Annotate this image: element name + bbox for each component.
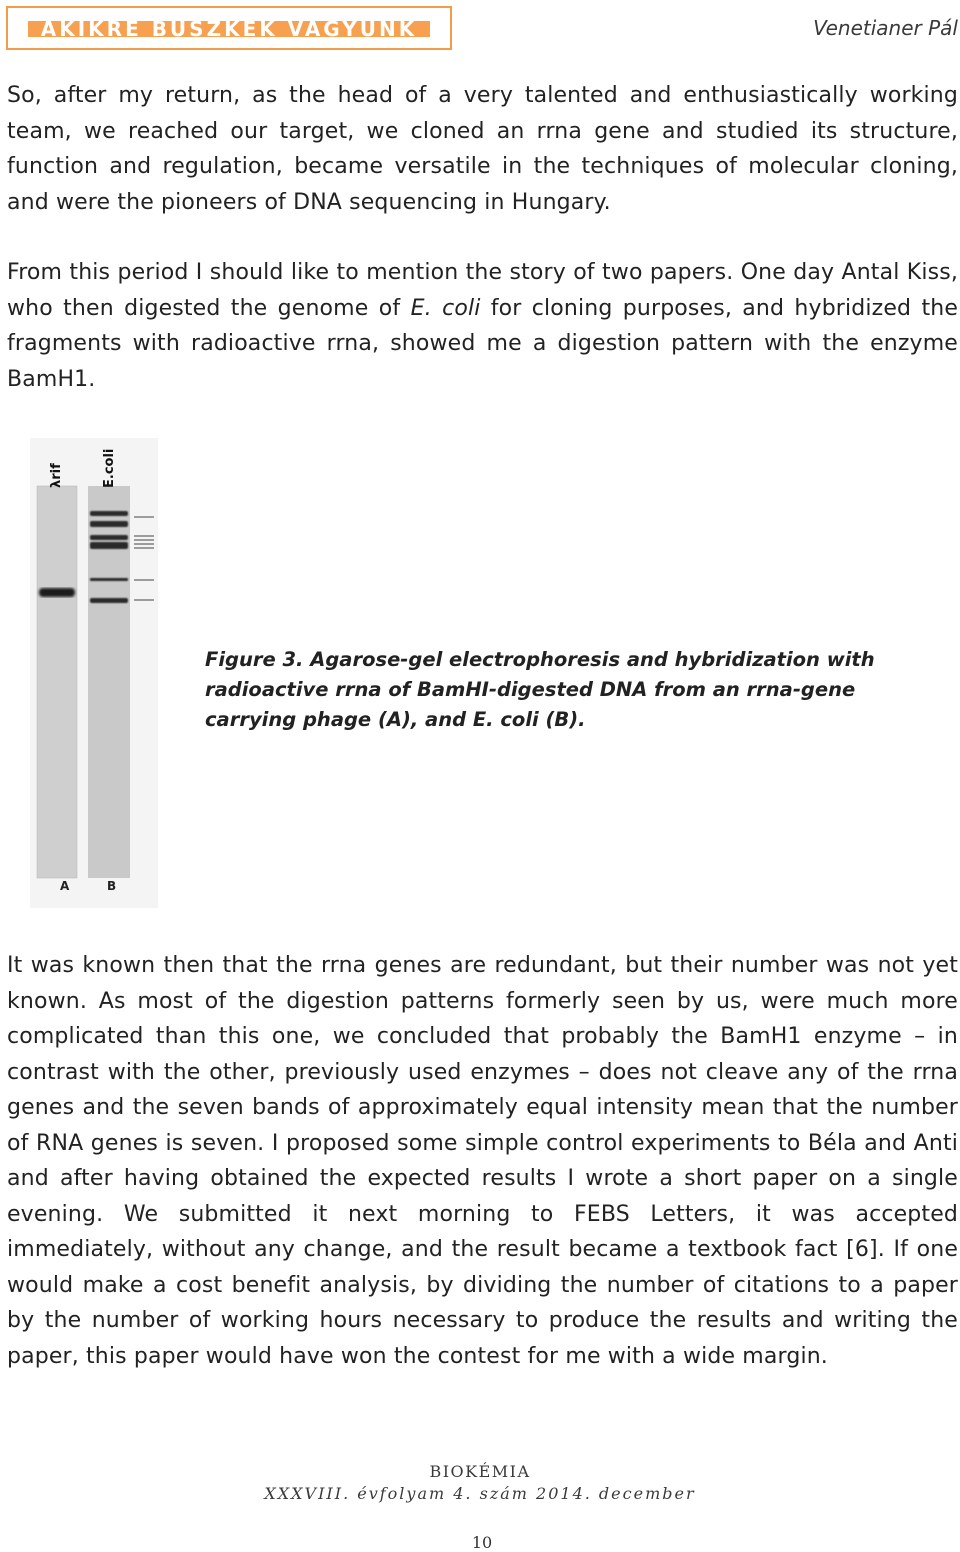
lane-a-bottom-label: A [60,879,70,893]
footer-journal-name: BIOKÉMIA [429,1462,531,1481]
section-header-box [6,6,452,50]
lane-a-top-label: λrif [49,463,64,488]
lane-b-top-label: E.coli [102,448,117,488]
lane-a-band [39,588,75,597]
paragraph-2-species: E. coli [410,295,481,321]
lane-b-band-5 [90,578,128,581]
paragraph-2-text-start: From this period I should like to mention the story of two papers. One day Antal Kiss, who then digested the genome of [7,260,958,321]
paragraph-2-text-end: for cloning purposes, and hybridized the fragments with radioactive rrna, showed me a digestion pattern with the enzyme BamH1. [7,295,959,392]
lane-b-band-6 [90,598,128,603]
page-number: 10 [471,1533,493,1552]
lane-b-bottom-label: B [107,879,117,893]
footer-issue: XXXVIII. évfolyam 4. szám 2014. december [264,1484,696,1503]
section-header-bar [28,17,430,41]
paragraph-2 [7,255,958,397]
figure-caption: Figure 3. Agarose-gel electrophoresis and hybridization with radioactive rrna of BamHI-digested DNA from an rrna-gene carrying phage (A), and E. coli (B). [205,648,875,731]
author-name: Venetianer Pál [813,16,958,40]
lane-b-band-1 [90,511,128,516]
paragraph-3: It was known then that the rrna genes are redundant, but their number was not yet known. As most of the digestion patterns formerly seen by us, were much more complicated than this one, we concluded that probably the BamH1 enzyme – in contrast with the other, previously used enzymes – does not cleave any of the rrna genes and the seven bands of approximately equal intensity mean that the number of RNA genes is seven. I proposed some simple control experiments to Béla and Anti and after having obtained the expected results I wrote a short paper on a single evening. We submitted it next morning to FEBS Letters, it was accepted immediately, without any change, and the result became a textbook fact [6]. If one would make a cost benefit analysis, by dividing the number of citations to a paper by the number of working hours necessary to produce the results and writing the paper, this paper would have won the contest for me with a wide margin. [7,953,958,1369]
lane-a [37,486,77,878]
lane-b-band-3 [90,535,128,540]
lane-b-band-4 [90,542,128,549]
section-title: AKIKRE BÜSZKÉK VAGYUNK [40,17,418,41]
lane-b-band-2 [90,521,128,527]
paragraph-1: So, after my return, as the head of a very talented and enthusiastically working team, we reached our target, we cloned an rrna gene and studied its structure, function and regulation, became versatile in the techniques of molecular cloning, and were the pioneers of DNA sequencing in Hungary. [7,83,958,215]
gel-electrophoresis-image [30,438,158,908]
